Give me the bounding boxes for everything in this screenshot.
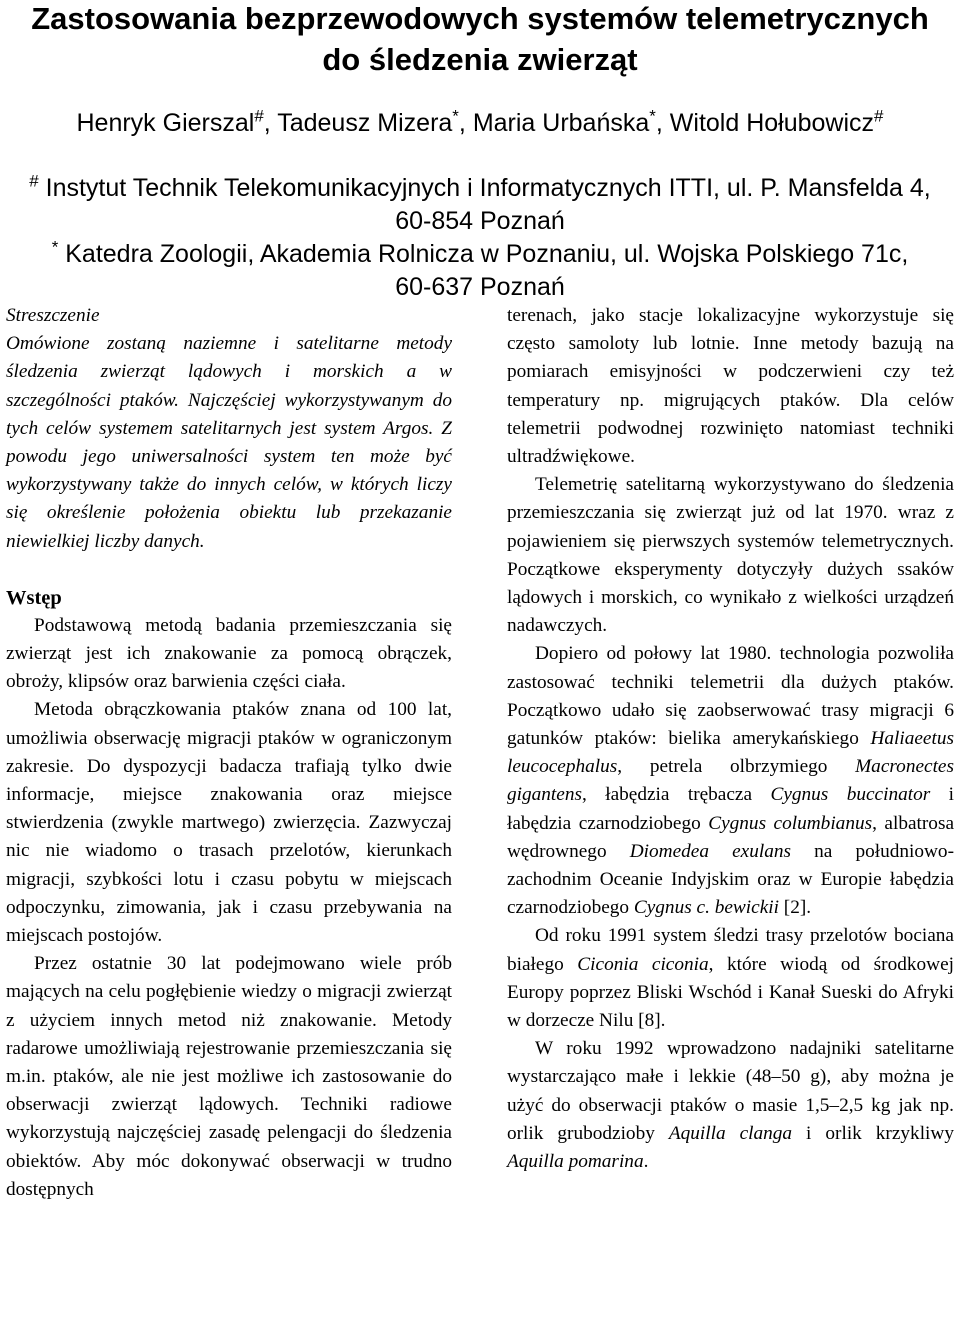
species-name: Cygnus buccinator — [770, 784, 931, 806]
affiliation-katedra — [0, 238, 960, 304]
abstract-heading: Streszczenie — [6, 305, 100, 326]
affiliation-mark: # — [29, 171, 39, 191]
section-heading-intro: Wstęp — [6, 586, 62, 609]
title-line-1: Zastosowania bezprzewodowych systemów telemetrycznych — [31, 1, 929, 36]
abstract-text: Omówione zostaną naziemne i satelitarne metody śledzenia zwierząt lądowych i morskich a w szczególności ptaków. Najczęściej wykorzystywanym do tych celów systemem satelitarnych jest system Argos. Z powodu jego uniwersalności system ten może być wykorzystywany także do innych celów, w których liczy się określenie położenia obiektu lub przekazanie niewielkiej liczby danych. — [6, 333, 452, 552]
author-name: , Tadeusz Mizera — [263, 109, 453, 137]
affiliation-line — [0, 238, 960, 271]
paper-title — [0, 0, 960, 80]
text-run: . — [643, 1151, 649, 1173]
body-paragraph-continued: terenach, jako stacje lokalizacyjne wykorzystuje się często samoloty lub lotnie. Inne metody bazują na pomiarach emisyjności w podczerwieni czy też temperatury np. migrujących ptaków. Dla celów telemetrii podwodnej rozwinięto natomiast techniki ultradźwiękowe. — [507, 305, 954, 468]
intro-paragraph-3: Przez ostatnie 30 lat podejmowano wiele prób mających na celu pogłębienie wiedzy o migracji zwierząt z użyciem innych metod niż znakowanie. Metody radarowe umożliwiają rejestrowanie przemieszczania się m.in. ptaków, ale nie jest możliwe ich zastosowanie do obserwacji zwierząt lądowych. Techniki radiowe wykorzystują najczęściej zasadę pelengacji do śledzenia obiektów. Aby móc dokonywać obserwacji w trudno dostępnych — [6, 953, 452, 1200]
text-run: Dopiero od połowy lat 1980. technologia pozwoliła zastosować techniki telemetrii dla dużych ptaków. Początkowo udało się zaobserwować trasy migracji 6 gatunków ptaków: bielika amerykańskiego — [507, 643, 954, 750]
left-column — [6, 302, 452, 1204]
text-run: , które wiodą od środkowej Europy poprzez Bliski Wschód i Kanał Sueski do Afryki w dorzecze Nilu [8]. — [507, 953, 954, 1032]
species-name: Haliaeetus leucocephalus — [507, 728, 954, 778]
species-name: Cygnus columbianus — [708, 812, 873, 834]
text-run: , albatrosa wędrownego — [507, 812, 954, 862]
text-run: , petrela olbrzymiego — [617, 756, 856, 778]
title-line-2: do śledzenia zwierząt — [322, 42, 638, 77]
text-run: i łabędzia czarnodziobego — [507, 784, 955, 834]
species-name: Aquilla clanga — [668, 1122, 793, 1144]
spacer — [6, 556, 452, 584]
author-list — [0, 107, 960, 139]
author-name: , Witold Hołubowicz — [655, 109, 875, 137]
author-name: , Maria Urbańska — [458, 109, 650, 137]
species-name: Diomedea exulans — [629, 840, 791, 862]
affiliation-mark: * — [649, 106, 656, 126]
intro-paragraph-1: Podstawową metodą badania przemieszczania się zwierząt jest ich znakowanie za pomocą obrączek, obroży, klipsów oraz barwienia części ciała. — [6, 614, 452, 693]
species-name: Macronectes gigantens — [507, 756, 954, 806]
text-run: , łabędzia trębacza — [581, 784, 771, 806]
species-name: Aquilla pomarina — [507, 1151, 644, 1173]
affiliation-mark: # — [254, 106, 264, 126]
affiliation-text: Katedra Zoologii, Akademia Rolnicza w Poznaniu, ul. Wojska Polskiego 71c, — [58, 240, 909, 268]
affiliation-mark: * — [452, 106, 459, 126]
body-paragraph-transmitters — [507, 1035, 954, 1176]
affiliation-address: 60-637 Poznań — [395, 273, 565, 301]
species-name: Ciconia ciconia — [577, 953, 709, 975]
species-name: Cygnus c. bewickii — [633, 897, 779, 919]
text-run: Od roku 1991 system śledzi trasy przelotów bociana białego — [507, 925, 954, 975]
text-run: W roku 1992 wprowadzono nadajniki satelitarne wystarczająco małe i lekkie (48–50 g), aby można je użyć do obserwacji ptaków o masie 1,5–2,5 kg jak np. orlik grubodzioby — [507, 1038, 954, 1144]
intro-paragraph-2: Metoda obrączkowania ptaków znana od 100 lat, umożliwia obserwację migracji ptaków w ograniczonym zakresie. Do dyspozycji badacza trafiają tylko dwie informacje, miejsce znakowania oraz miejsce stwierdzenia (zwykle martwego) zwierzęcia. Zazwyczaj nic nie wiadomo o trasach przelotów, kierunkach migracji, szybkości lotu i czasu pobytu w miejscach odpoczynku, zimowania, jak i czasu przebywania na miejscach postojów. — [6, 699, 452, 947]
affiliation-mark: # — [874, 106, 884, 126]
author-name: Henryk Gierszal — [76, 109, 255, 137]
right-column — [507, 302, 954, 1176]
text-run: [2]. — [778, 897, 812, 919]
body-paragraph-stork — [507, 922, 954, 1035]
affiliation-itti — [0, 172, 960, 238]
affiliation-line — [0, 172, 960, 205]
body-paragraph-satellite: Telemetrię satelitarną wykorzystywano do śledzenia przemieszczania się zwierząt już od lat 1970. wraz z pojawieniem się pierwszych systemów telemetrycznych. Początkowe eksperymenty dotyczyły dużych ssaków lądowych i morskich, co wynikało z wielkości urządzeń nadawczych. — [507, 474, 954, 637]
affiliation-mark: * — [51, 237, 59, 257]
affiliation-address: 60-854 Poznań — [395, 207, 565, 235]
body-paragraph-species — [507, 640, 954, 922]
affiliation-text: Instytut Technik Telekomunikacyjnych i Informatycznych ITTI, ul. P. Mansfelda 4, — [38, 174, 931, 202]
text-run: na południowo-zachodnim Oceanie Indyjskim oraz w Europie łabędzia czarnodziobego — [507, 840, 954, 919]
text-run: i orlik krzykliwy — [792, 1122, 954, 1144]
